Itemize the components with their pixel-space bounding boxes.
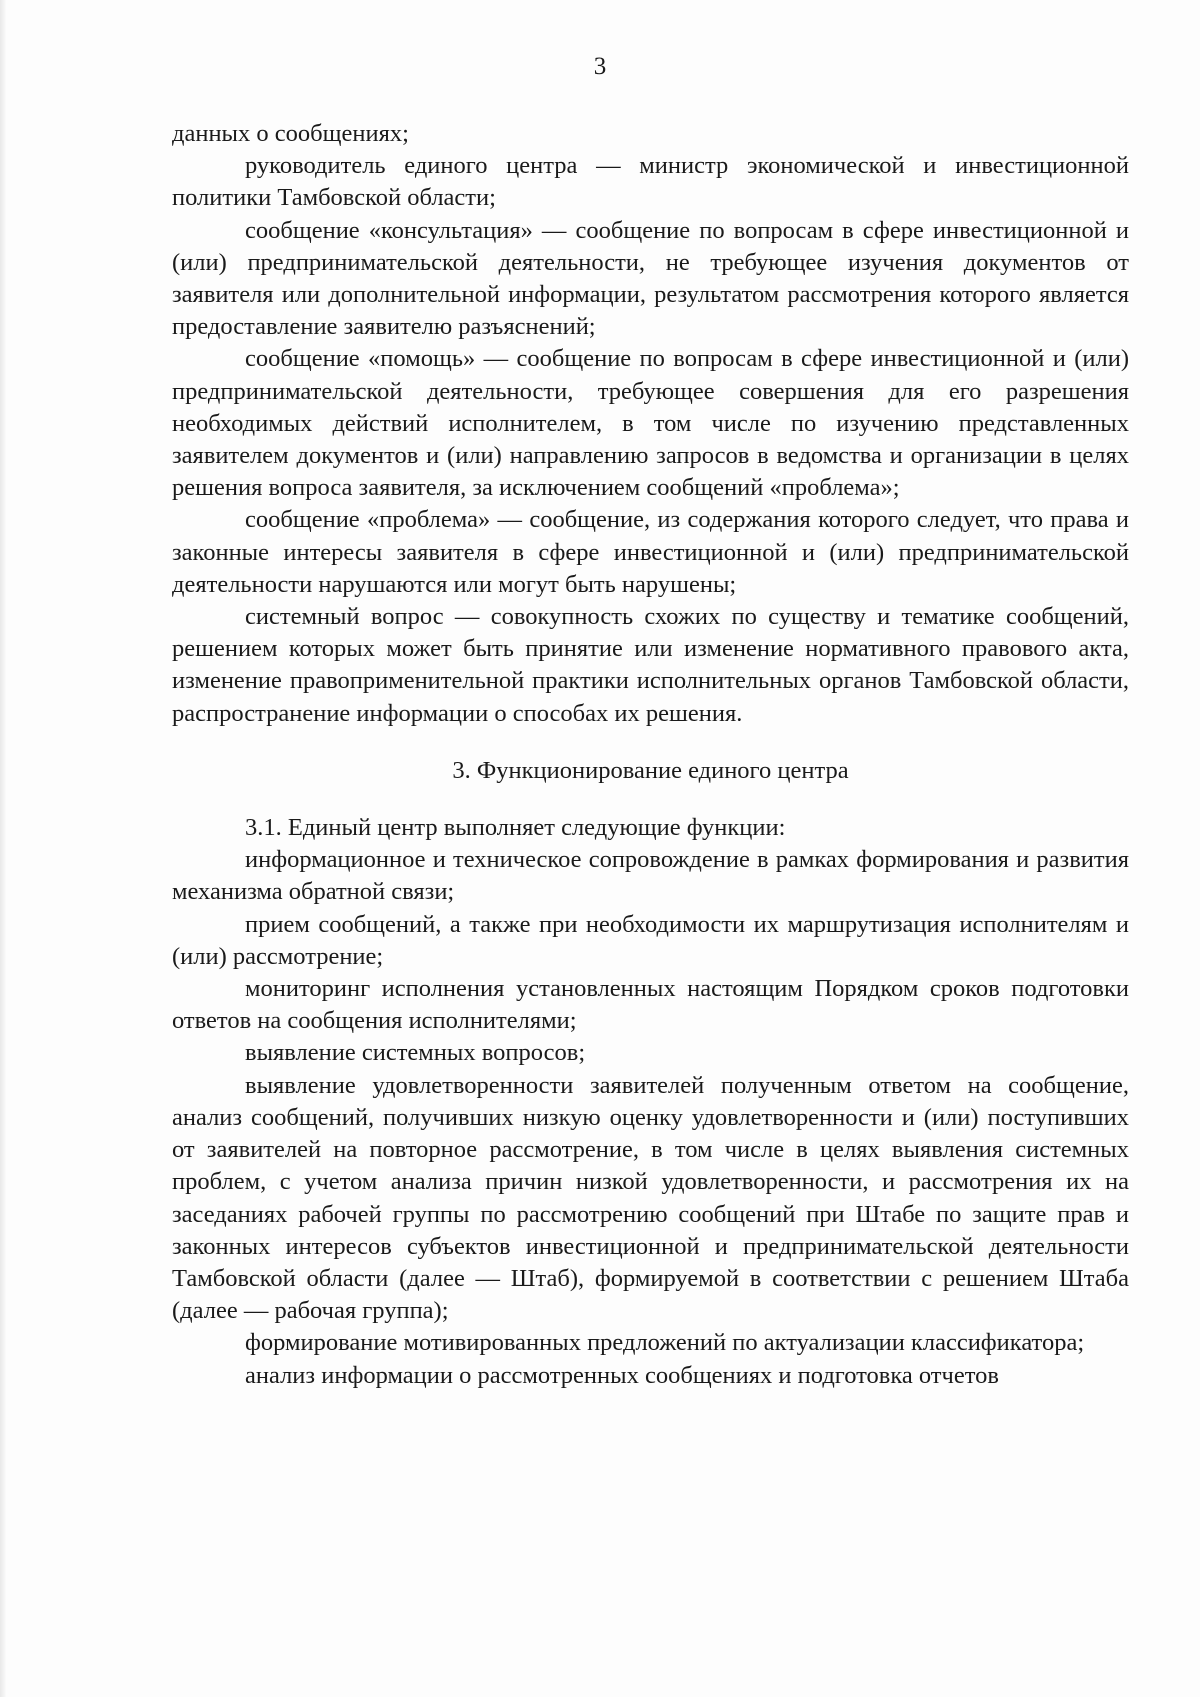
paragraph: выявление удовлетворенности заявителей полученным ответом на сообщение, анализ сообщений, получивших низкую оценку удовлетворенности и (или) поступивших от заявителей на повторное рассмотрение, в том числе в целях выявления системных проблем, с учетом анализа причин низкой удовлетворенности, и рассмотрения их на заседаниях рабочей группы по рассмотрению сообщений при Штабе по защите прав и законных интересов субъектов инвестиционной и предпринимательской деятельности Тамбовской области (далее — Штаб), формируемой в соответствии с решением Штаба (далее — рабочая группа); (172, 1071, 1129, 1325)
paragraph: прием сообщений, а также при необходимости их маршрутизация исполнителям и (или) рассмотрение; (172, 910, 1129, 970)
paragraph: 3.1. Единый центр выполняет следующие функции: (245, 814, 786, 842)
paragraph: анализ информации о рассмотренных сообщениях и подготовка отчетов (245, 1361, 999, 1389)
section-heading: 3. Функционирование единого центра (452, 756, 849, 784)
paragraph: данных о сообщениях; (172, 120, 409, 147)
paragraph: сообщение «помощь» — сообщение по вопросам в сфере инвестиционной и (или) предпринимательской деятельности, требующее совершения для его разрешения необходимых действий исполнителем, в том числе по изучению представленных заявителем документов и (или) направлению запросов в ведомства и организации в целях решения вопроса заявителя, за исключением сообщений «проблема»; (172, 345, 1129, 502)
scan-edge (0, 0, 6, 1697)
paragraph: выявление системных вопросов; (245, 1039, 586, 1067)
paragraph: сообщение «консультация» — сообщение по вопросам в сфере инвестиционной и (или) предпринимательской деятельности, не требующее изучения документов от заявителя или дополнительной информации, результатом рассмотрения которого является предоставление заявителю разъяснений; (172, 216, 1129, 341)
paragraph: сообщение «проблема» — сообщение, из содержания которого следует, что права и законные интересы заявителя в сфере инвестиционной и (или) предпринимательской деятельности нарушаются или могут быть нарушены; (172, 506, 1129, 598)
paragraph: системный вопрос — совокупность схожих по существу и тематике сообщений, решением которых может быть принятие или изменение нормативного правового акта, изменение правоприменительной практики исполнительных органов Тамбовской области, распространение информации о способах их решения. (172, 603, 1129, 727)
paragraph: руководитель единого центра — министр экономической и инвестиционной политики Тамбовской области; (172, 152, 1129, 212)
paragraph: информационное и техническое сопровождение в рамках формирования и развития механизма обратной связи; (172, 846, 1129, 906)
functions-block (172, 812, 1129, 1392)
page-number: 3 (593, 53, 607, 80)
paragraph: мониторинг исполнения установленных настоящим Порядком сроков подготовки ответов на сообщения исполнителями; (172, 975, 1129, 1035)
paragraph: формирование мотивированных предложений по актуализации классификатора; (245, 1329, 1085, 1357)
document-body (172, 118, 1129, 1392)
definitions-block (172, 118, 1129, 730)
